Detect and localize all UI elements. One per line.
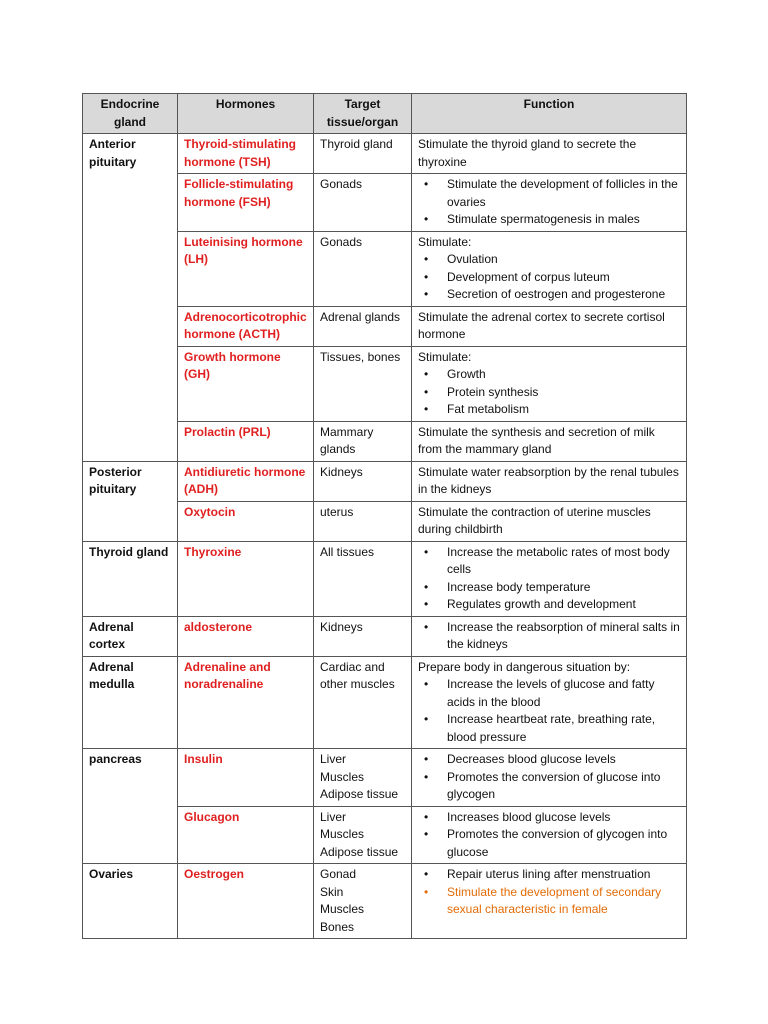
cell-hormone: Insulin	[178, 749, 314, 807]
cell-gland	[83, 231, 178, 306]
list-item	[418, 579, 680, 597]
bullet-icon: •	[424, 579, 429, 594]
table-row	[83, 421, 687, 461]
bullet-icon: •	[424, 752, 429, 766]
list-item-text: Increase heartbeat rate, breathing rate, blood pressure	[447, 712, 656, 744]
table-row	[83, 306, 687, 346]
cell-gland: Thyroid gland	[83, 541, 178, 616]
function-text: Stimulate the synthesis and secretion of milk from the mammary gland	[418, 424, 655, 456]
list-item	[418, 366, 680, 384]
table-row	[83, 749, 687, 807]
bullet-icon: •	[424, 809, 429, 824]
list-item-text: Stimulate the development of follicles in the ovaries	[447, 177, 678, 209]
cell-function	[412, 864, 687, 939]
list-item-text: Secretion of oestrogen and progesterone	[447, 287, 666, 301]
table-row	[83, 656, 687, 749]
list-item-text: Fat metabolism	[447, 402, 530, 416]
table-row	[83, 501, 687, 541]
list-item	[418, 619, 680, 654]
function-list	[418, 751, 680, 804]
header-endocrine-gland: Endocrine gland	[83, 94, 178, 134]
document-page	[82, 93, 687, 939]
cell-target: Gonads	[314, 231, 412, 306]
cell-gland	[83, 346, 178, 421]
list-item-text: Repair uterus lining after menstruation	[447, 867, 651, 881]
cell-target: Liver Muscles Adipose tissue	[314, 806, 412, 864]
function-list	[418, 809, 680, 862]
bullet-icon: •	[424, 827, 429, 841]
bullet-icon: •	[424, 367, 429, 381]
list-item-text: Stimulate spermatogenesis in males	[447, 212, 640, 226]
function-list	[418, 366, 680, 419]
cell-gland: Anterior pituitary	[83, 134, 178, 174]
list-item-text: Increase the metabolic rates of most body cells	[447, 544, 670, 576]
list-item-text: Growth	[447, 367, 486, 381]
function-list	[418, 676, 680, 746]
cell-target: uterus	[314, 501, 412, 541]
list-item-text: Promotes the conversion of glucose into glycogen	[447, 769, 661, 801]
endocrine-hormone-table	[82, 93, 687, 939]
table-row	[83, 134, 687, 174]
list-item-text: Increase the levels of glucose and fatty acids in the blood	[447, 677, 655, 709]
cell-gland: Adrenal cortex	[83, 616, 178, 656]
list-item	[418, 596, 680, 614]
table-header	[83, 94, 687, 134]
list-item	[418, 269, 680, 287]
cell-gland: Adrenal medulla	[83, 656, 178, 749]
cell-hormone: aldosterone	[178, 616, 314, 656]
cell-gland	[83, 501, 178, 541]
cell-gland	[83, 306, 178, 346]
cell-target: Adrenal glands	[314, 306, 412, 346]
list-item	[418, 676, 680, 711]
table-row	[83, 174, 687, 232]
header-hormones: Hormones	[178, 94, 314, 134]
function-text: Stimulate the thyroid gland to secrete the thyroxine	[418, 137, 637, 169]
function-list	[418, 544, 680, 614]
table-row	[83, 461, 687, 501]
table-body	[83, 134, 687, 939]
list-item	[418, 711, 680, 746]
cell-gland: Ovaries	[83, 864, 178, 939]
bullet-icon: •	[424, 884, 429, 899]
cell-function	[412, 749, 687, 807]
cell-hormone: Adrenocorticotrophic hormone (ACTH)	[178, 306, 314, 346]
bullet-icon: •	[424, 212, 429, 226]
bullet-icon: •	[424, 769, 429, 784]
list-item	[418, 251, 680, 269]
function-list	[418, 176, 680, 229]
list-item	[418, 769, 680, 804]
bullet-icon: •	[424, 252, 429, 266]
list-item-text: Regulates growth and development	[447, 597, 636, 611]
bullet-icon: •	[424, 402, 429, 416]
cell-function	[412, 541, 687, 616]
function-text: Stimulate the adrenal cortex to secrete cortisol hormone	[418, 309, 665, 341]
list-item	[418, 884, 680, 919]
cell-function	[412, 461, 687, 501]
cell-hormone: Adrenaline and noradrenaline	[178, 656, 314, 749]
function-list	[418, 251, 680, 304]
list-item	[418, 544, 680, 579]
list-item-text: Stimulate the development of secondary sexual characteristic in female	[447, 884, 662, 916]
cell-hormone: Oxytocin	[178, 501, 314, 541]
cell-target: Kidneys	[314, 461, 412, 501]
list-item	[418, 866, 680, 884]
cell-target: Cardiac and other muscles	[314, 656, 412, 749]
cell-target: Liver Muscles Adipose tissue	[314, 749, 412, 807]
cell-gland: pancreas	[83, 749, 178, 807]
cell-target: All tissues	[314, 541, 412, 616]
bullet-icon: •	[424, 619, 429, 634]
cell-gland	[83, 174, 178, 232]
bullet-icon: •	[424, 712, 429, 726]
cell-function	[412, 306, 687, 346]
list-item	[418, 286, 680, 304]
function-text: Stimulate the contraction of uterine muscles during childbirth	[418, 504, 651, 536]
list-item-text: Decreases blood glucose levels	[447, 752, 616, 766]
list-item	[418, 751, 680, 769]
list-item-text: Development of corpus luteum	[447, 269, 610, 284]
cell-function	[412, 656, 687, 749]
cell-function	[412, 616, 687, 656]
cell-hormone: Growth hormone (GH)	[178, 346, 314, 421]
table-row	[83, 346, 687, 421]
cell-hormone: Thyroxine	[178, 541, 314, 616]
bullet-icon: •	[424, 544, 429, 559]
cell-function	[412, 806, 687, 864]
list-item-text: Increase the reabsorption of mineral salts in the kidneys	[447, 619, 680, 651]
table-row	[83, 541, 687, 616]
cell-hormone: Oestrogen	[178, 864, 314, 939]
header-target: Target tissue/organ	[314, 94, 412, 134]
header-function: Function	[412, 94, 687, 134]
cell-hormone: Luteinising hormone (LH)	[178, 231, 314, 306]
table-row	[83, 616, 687, 656]
cell-target: Gonads	[314, 174, 412, 232]
cell-target: Thyroid gland	[314, 134, 412, 174]
function-list	[418, 619, 680, 654]
bullet-icon: •	[424, 287, 429, 301]
cell-target: Tissues, bones	[314, 346, 412, 421]
cell-hormone: Glucagon	[178, 806, 314, 864]
bullet-icon: •	[424, 177, 429, 191]
cell-target: Gonad Skin Muscles Bones	[314, 864, 412, 939]
function-text: Stimulate:	[418, 349, 472, 364]
cell-function	[412, 346, 687, 421]
table-row	[83, 864, 687, 939]
list-item-text: Ovulation	[447, 252, 498, 266]
list-item	[418, 809, 680, 827]
cell-function	[412, 501, 687, 541]
cell-hormone: Follicle-stimulating hormone (FSH)	[178, 174, 314, 232]
table-row	[83, 231, 687, 306]
list-item-text: Increase body temperature	[447, 579, 591, 594]
list-item	[418, 401, 680, 419]
table-row	[83, 806, 687, 864]
cell-target: Mammary glands	[314, 421, 412, 461]
cell-gland: Posterior pituitary	[83, 461, 178, 501]
cell-gland	[83, 421, 178, 461]
cell-hormone: Antidiuretic hormone (ADH)	[178, 461, 314, 501]
bullet-icon: •	[424, 867, 429, 881]
cell-function	[412, 134, 687, 174]
cell-hormone: Thyroid-stimulating hormone (TSH)	[178, 134, 314, 174]
list-item-text: Promotes the conversion of glycogen into glucose	[447, 827, 668, 859]
function-text: Prepare body in dangerous situation by:	[418, 659, 631, 674]
bullet-icon: •	[424, 384, 429, 399]
bullet-icon: •	[424, 597, 429, 611]
bullet-icon: •	[424, 269, 429, 284]
list-item-text: Increases blood glucose levels	[447, 809, 611, 824]
list-item	[418, 384, 680, 402]
cell-target: Kidneys	[314, 616, 412, 656]
function-text: Stimulate:	[418, 234, 472, 249]
list-item	[418, 176, 680, 211]
list-item-text: Protein synthesis	[447, 384, 539, 399]
header-row	[83, 94, 687, 134]
list-item	[418, 211, 680, 229]
list-item	[418, 826, 680, 861]
cell-function	[412, 421, 687, 461]
cell-hormone: Prolactin (PRL)	[178, 421, 314, 461]
cell-gland	[83, 806, 178, 864]
cell-function	[412, 231, 687, 306]
function-list	[418, 866, 680, 919]
bullet-icon: •	[424, 677, 429, 691]
function-text: Stimulate water reabsorption by the renal tubules in the kidneys	[418, 464, 679, 496]
cell-function	[412, 174, 687, 232]
